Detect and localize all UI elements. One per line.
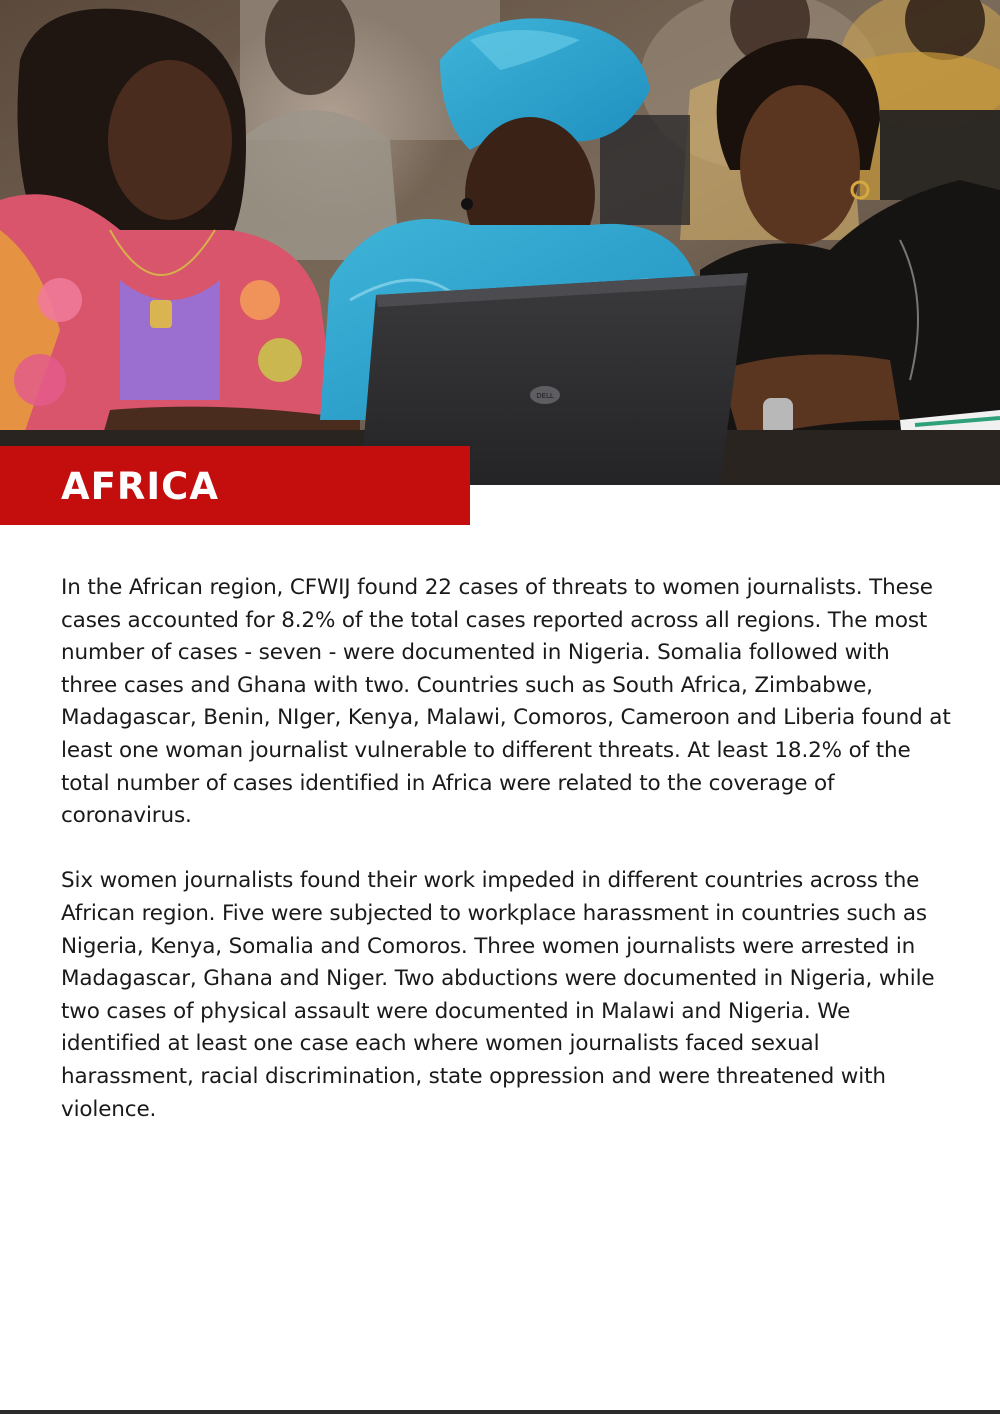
- laptop-logo: DELL: [536, 392, 554, 400]
- paragraph-2: Six women journalists found their work impeded in different countries across the African region. Five were subjected to workplace harassment in countries such as Nigeria, Kenya, Somalia and Comoros. Three women journalists were arrested in Madagascar, Ghana and Niger. Two abductions were documented in Nigeria, while two cases of physical assault were documented in Malawi and Nigeria. We identified at least one case each where women journalists faced sexual harassment, racial discrimination, state oppression and were threatened with violence.: [61, 868, 935, 1122]
- bottom-divider: [0, 1410, 1000, 1414]
- page-title: AFRICA: [61, 465, 219, 508]
- article-body: [61, 572, 951, 1159]
- section-title-banner: [0, 446, 470, 525]
- paragraph-1: In the African region, CFWIJ found 22 cases of threats to women journalists. These cases accounted for 8.2% of the total cases reported across all regions. The most number of cases - seven - were documented in Nigeria. Somalia followed with three cases and Ghana with two. Countries such as South Africa, Zimbabwe, Madagascar, Benin, NIger, Kenya, Malawi, Comoros, Cameroon and Liberia found at least one woman journalist vulnerable to different threats. At least 18.2% of the total number of cases identified in Africa were related to the coverage of coronavirus.: [61, 575, 951, 829]
- header-photo: [0, 0, 1000, 485]
- photo-illustration: [0, 0, 1000, 485]
